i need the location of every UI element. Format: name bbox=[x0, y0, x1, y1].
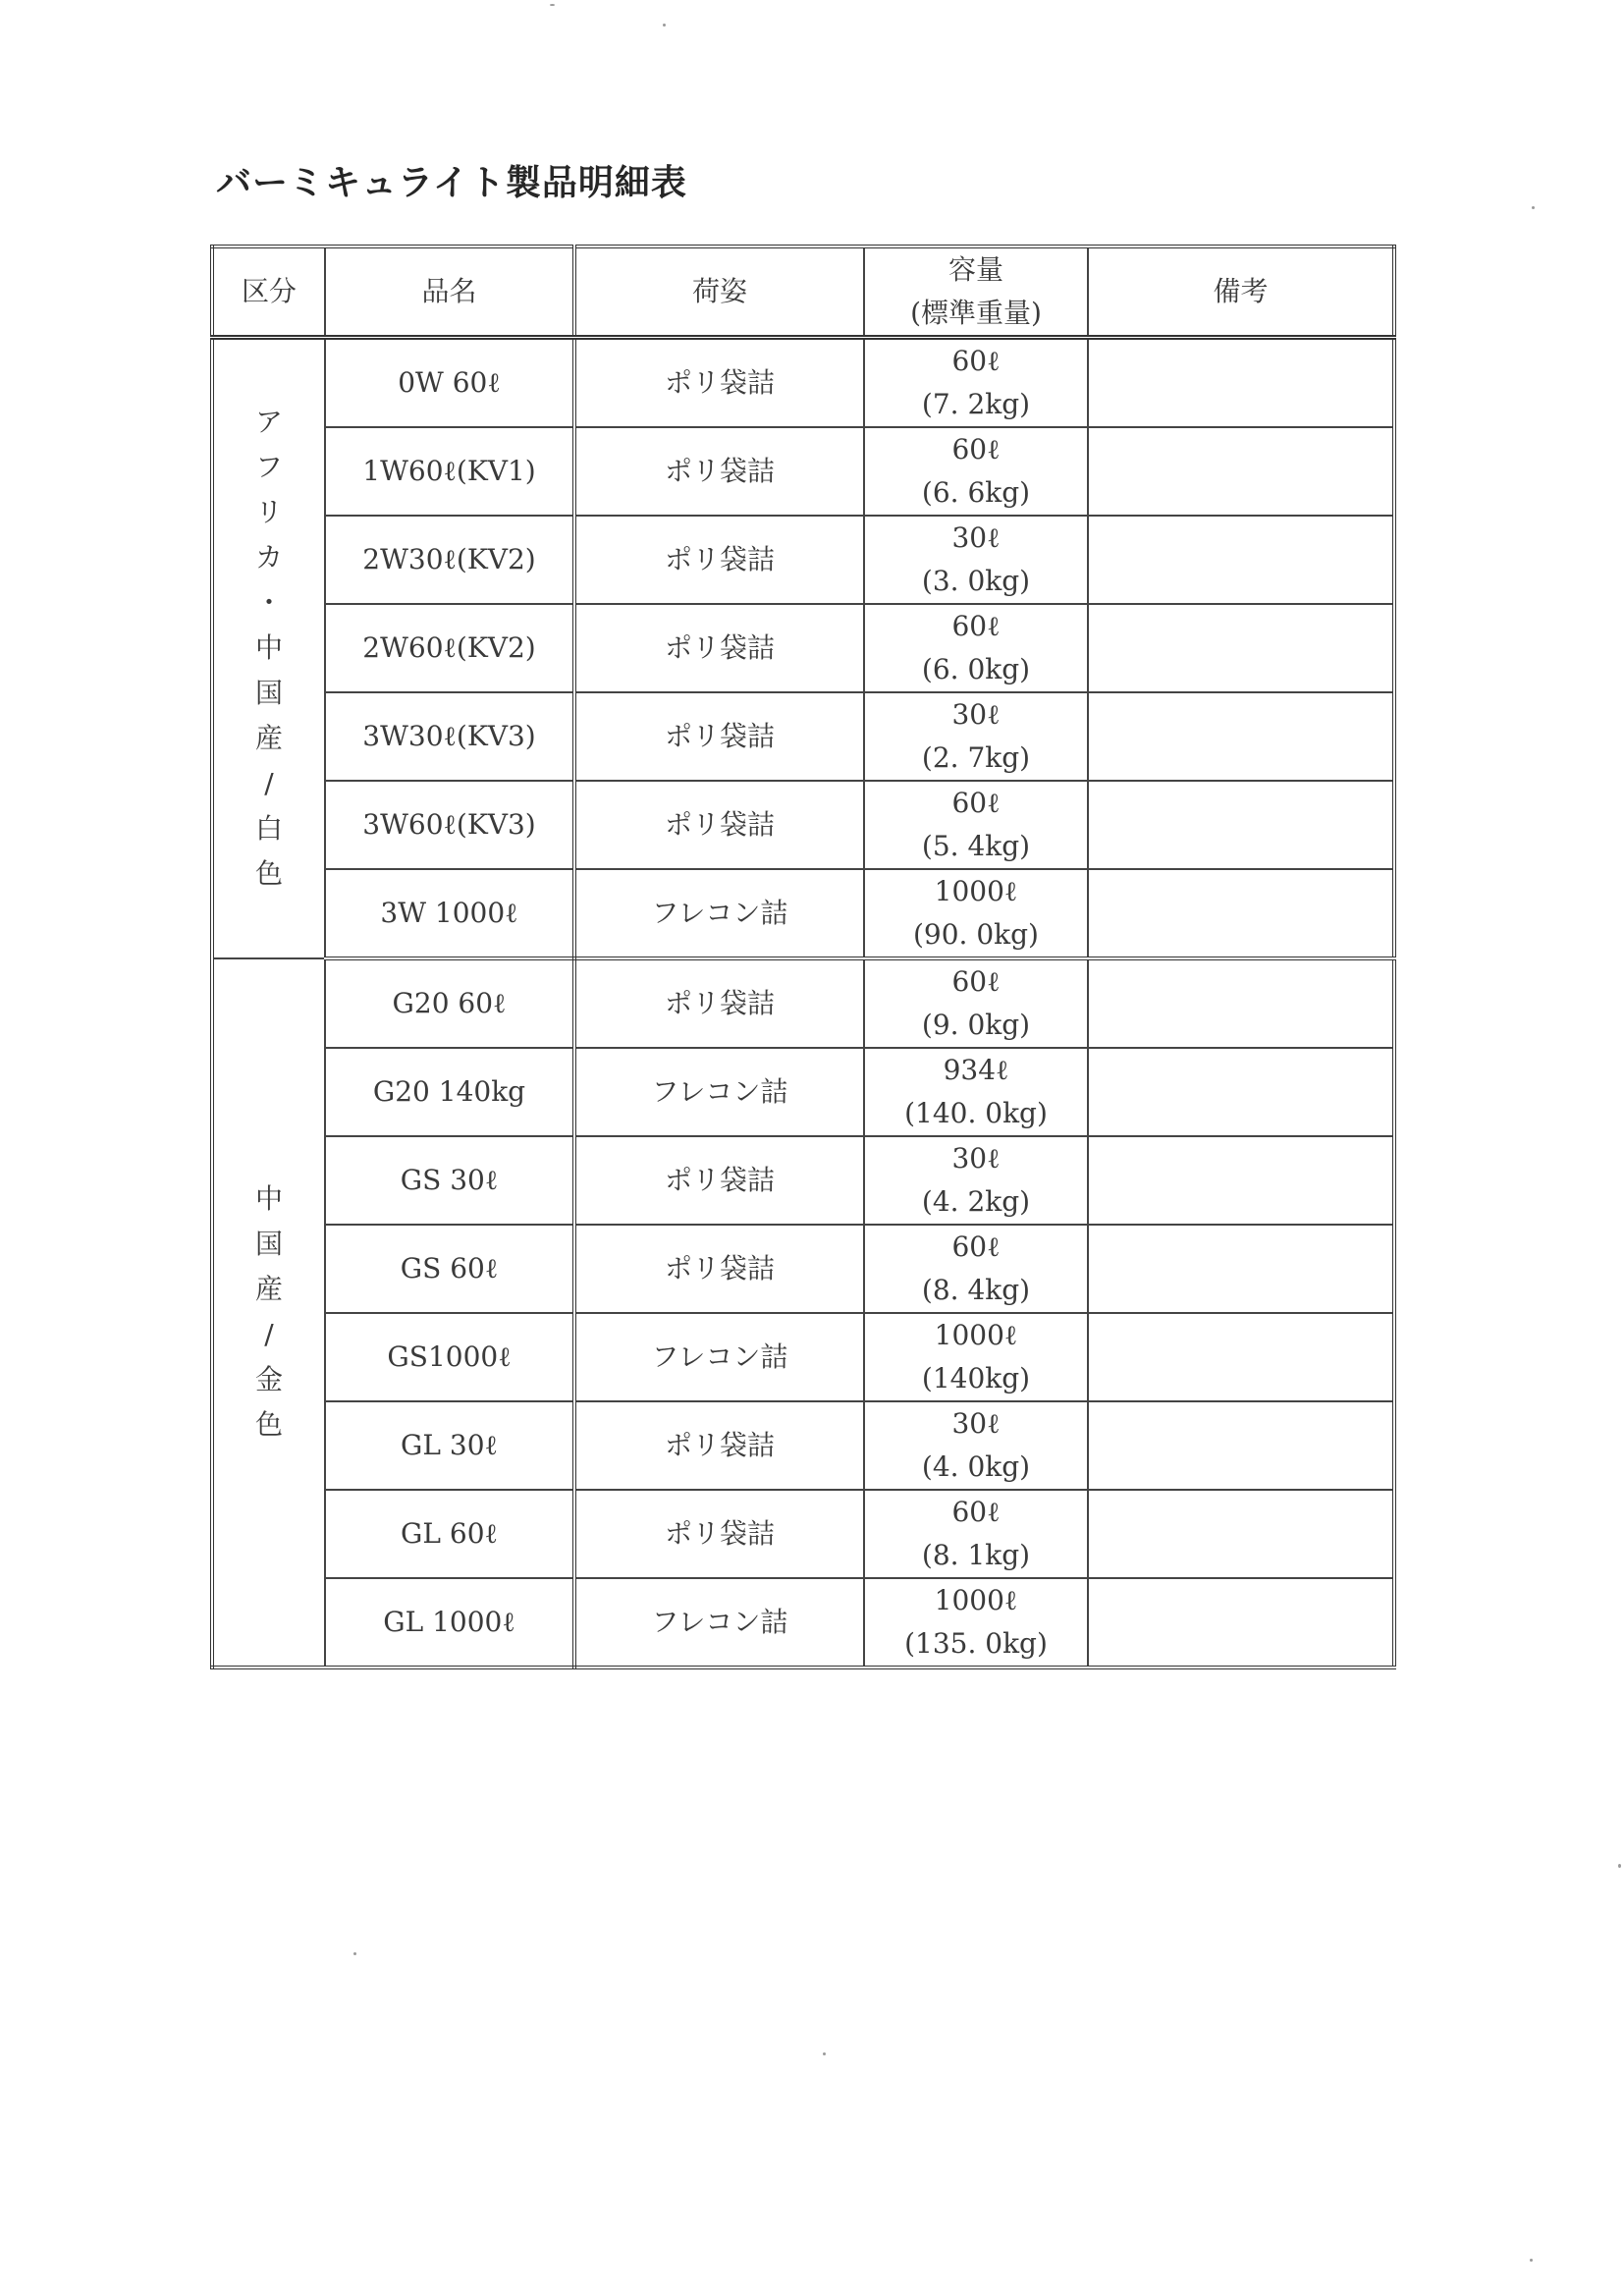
capacity-volume: 60ℓ bbox=[951, 610, 1001, 642]
capacity-cell bbox=[864, 1401, 1088, 1490]
capacity-cell bbox=[864, 1578, 1088, 1667]
product-name-cell: 3W30ℓ(KV3) bbox=[325, 692, 574, 781]
header-capacity bbox=[864, 246, 1088, 338]
remarks-cell bbox=[1088, 958, 1394, 1048]
capacity-volume: 1000ℓ bbox=[934, 875, 1018, 907]
capacity-weight: (90. 0kg) bbox=[913, 918, 1039, 951]
packaging-cell: ポリ袋詰 bbox=[574, 958, 864, 1048]
division-label bbox=[249, 401, 289, 898]
remarks-cell bbox=[1088, 1225, 1394, 1313]
product-name-cell: GS 30ℓ bbox=[325, 1136, 574, 1225]
division-char: 産 bbox=[254, 1272, 283, 1305]
table-row bbox=[212, 692, 1394, 781]
header-capacity-line1: 容量 bbox=[947, 253, 1003, 286]
remarks-cell bbox=[1088, 1313, 1394, 1401]
packaging-cell: ポリ袋詰 bbox=[574, 604, 864, 692]
packaging-cell: ポリ袋詰 bbox=[574, 781, 864, 869]
remarks-cell bbox=[1088, 1401, 1394, 1490]
packaging-cell: ポリ袋詰 bbox=[574, 692, 864, 781]
capacity-cell bbox=[864, 958, 1088, 1048]
table-row bbox=[212, 869, 1394, 958]
header-capacity-line2: (標準重量) bbox=[910, 297, 1042, 329]
table-row bbox=[212, 1401, 1394, 1490]
table-row bbox=[212, 338, 1394, 428]
division-label bbox=[249, 1177, 289, 1449]
division-char: / bbox=[264, 1317, 274, 1350]
capacity-volume: 30ℓ bbox=[951, 1407, 1001, 1440]
remarks-cell bbox=[1088, 1136, 1394, 1225]
capacity-weight: (4. 2kg) bbox=[921, 1185, 1031, 1218]
table-row bbox=[212, 1490, 1394, 1578]
capacity-volume: 30ℓ bbox=[951, 698, 1001, 731]
remarks-cell bbox=[1088, 338, 1394, 428]
product-name-cell: 0W 60ℓ bbox=[325, 338, 574, 428]
remarks-cell bbox=[1088, 1490, 1394, 1578]
division-char: 中 bbox=[254, 1181, 283, 1215]
capacity-weight: (6. 0kg) bbox=[921, 653, 1031, 685]
capacity-volume: 60ℓ bbox=[951, 1496, 1001, 1528]
division-char: 色 bbox=[254, 856, 283, 890]
division-char: ・ bbox=[254, 585, 283, 619]
table-row bbox=[212, 1136, 1394, 1225]
capacity-volume: 60ℓ bbox=[951, 787, 1001, 819]
page-title: バーミキュライト製品明細表 bbox=[216, 163, 687, 203]
division-char: 国 bbox=[254, 1227, 283, 1260]
table-row bbox=[212, 516, 1394, 604]
capacity-cell bbox=[864, 1225, 1088, 1313]
capacity-weight: (4. 0kg) bbox=[921, 1450, 1031, 1483]
remarks-cell bbox=[1088, 1578, 1394, 1667]
capacity-weight: (3. 0kg) bbox=[921, 565, 1031, 597]
remarks-cell bbox=[1088, 1048, 1394, 1136]
table-row bbox=[212, 604, 1394, 692]
table-row bbox=[212, 1048, 1394, 1136]
capacity-cell bbox=[864, 1313, 1088, 1401]
scan-speck bbox=[1618, 1864, 1621, 1868]
capacity-volume: 1000ℓ bbox=[934, 1584, 1018, 1616]
capacity-volume: 30ℓ bbox=[951, 521, 1001, 554]
division-char: 白 bbox=[254, 811, 283, 845]
table-body bbox=[212, 338, 1394, 1668]
product-name-cell: GL 1000ℓ bbox=[325, 1578, 574, 1667]
header-remarks: 備考 bbox=[1088, 246, 1394, 338]
remarks-cell bbox=[1088, 604, 1394, 692]
capacity-volume: 30ℓ bbox=[951, 1142, 1001, 1175]
capacity-volume: 60ℓ bbox=[951, 433, 1001, 465]
packaging-cell: ポリ袋詰 bbox=[574, 516, 864, 604]
division-char: / bbox=[264, 766, 274, 799]
packaging-cell: フレコン詰 bbox=[574, 1313, 864, 1401]
division-char: フ bbox=[254, 450, 283, 483]
capacity-cell bbox=[864, 692, 1088, 781]
division-char: カ bbox=[254, 540, 283, 574]
capacity-cell bbox=[864, 1048, 1088, 1136]
product-name-cell: 2W60ℓ(KV2) bbox=[325, 604, 574, 692]
packaging-cell: ポリ袋詰 bbox=[574, 1225, 864, 1313]
division-char: ア bbox=[254, 405, 283, 438]
scan-speck bbox=[663, 24, 666, 27]
capacity-cell bbox=[864, 427, 1088, 516]
table-row bbox=[212, 427, 1394, 516]
capacity-weight: (2. 7kg) bbox=[921, 741, 1031, 774]
capacity-weight: (6. 6kg) bbox=[921, 476, 1031, 509]
capacity-weight: (140kg) bbox=[921, 1362, 1031, 1394]
capacity-weight: (8. 4kg) bbox=[921, 1274, 1031, 1306]
division-cell bbox=[212, 338, 325, 959]
remarks-cell bbox=[1088, 781, 1394, 869]
capacity-volume: 60ℓ bbox=[951, 1230, 1001, 1263]
packaging-cell: フレコン詰 bbox=[574, 1578, 864, 1667]
capacity-cell bbox=[864, 781, 1088, 869]
product-name-cell: 3W 1000ℓ bbox=[325, 869, 574, 958]
remarks-cell bbox=[1088, 692, 1394, 781]
remarks-cell bbox=[1088, 869, 1394, 958]
capacity-cell bbox=[864, 1490, 1088, 1578]
remarks-cell bbox=[1088, 427, 1394, 516]
scan-speck bbox=[1530, 2259, 1533, 2262]
division-char: 国 bbox=[254, 676, 283, 709]
division-char: リ bbox=[254, 495, 283, 528]
packaging-cell: フレコン詰 bbox=[574, 1048, 864, 1136]
table-row bbox=[212, 958, 1394, 1048]
division-char: 中 bbox=[254, 630, 283, 664]
packaging-cell: ポリ袋詰 bbox=[574, 1136, 864, 1225]
product-name-cell: GL 30ℓ bbox=[325, 1401, 574, 1490]
capacity-weight: (5. 4kg) bbox=[921, 830, 1031, 862]
capacity-volume: 1000ℓ bbox=[934, 1319, 1018, 1351]
division-char: 産 bbox=[254, 721, 283, 754]
table-header-row bbox=[212, 246, 1394, 338]
packaging-cell: ポリ袋詰 bbox=[574, 338, 864, 428]
table-row bbox=[212, 1578, 1394, 1667]
product-name-cell: GL 60ℓ bbox=[325, 1490, 574, 1578]
scan-speck bbox=[353, 1952, 356, 1955]
capacity-cell bbox=[864, 1136, 1088, 1225]
scan-speck bbox=[550, 4, 555, 6]
division-cell bbox=[212, 958, 325, 1667]
header-product-name: 品名 bbox=[325, 246, 574, 338]
capacity-cell bbox=[864, 338, 1088, 428]
division-char: 金 bbox=[254, 1362, 283, 1395]
product-name-cell: 1W60ℓ(KV1) bbox=[325, 427, 574, 516]
packaging-cell: ポリ袋詰 bbox=[574, 427, 864, 516]
capacity-volume: 60ℓ bbox=[951, 345, 1001, 377]
product-name-cell: 2W30ℓ(KV2) bbox=[325, 516, 574, 604]
product-name-cell: G20 140kg bbox=[325, 1048, 574, 1136]
header-packaging: 荷姿 bbox=[574, 246, 864, 338]
table-row bbox=[212, 1225, 1394, 1313]
capacity-weight: (135. 0kg) bbox=[904, 1627, 1048, 1660]
capacity-volume: 60ℓ bbox=[951, 965, 1001, 998]
scan-speck bbox=[1532, 206, 1535, 209]
product-name-cell: GS 60ℓ bbox=[325, 1225, 574, 1313]
table-row bbox=[212, 781, 1394, 869]
remarks-cell bbox=[1088, 516, 1394, 604]
packaging-cell: ポリ袋詰 bbox=[574, 1490, 864, 1578]
product-spec-table bbox=[210, 245, 1396, 1669]
header-division: 区分 bbox=[212, 246, 325, 338]
product-name-cell: 3W60ℓ(KV3) bbox=[325, 781, 574, 869]
capacity-weight: (9. 0kg) bbox=[921, 1009, 1031, 1041]
capacity-cell bbox=[864, 516, 1088, 604]
table-row bbox=[212, 1313, 1394, 1401]
capacity-cell bbox=[864, 604, 1088, 692]
capacity-cell bbox=[864, 869, 1088, 958]
packaging-cell: ポリ袋詰 bbox=[574, 1401, 864, 1490]
scan-speck bbox=[823, 2052, 826, 2055]
capacity-weight: (140. 0kg) bbox=[904, 1097, 1048, 1129]
product-name-cell: GS1000ℓ bbox=[325, 1313, 574, 1401]
product-name-cell: G20 60ℓ bbox=[325, 958, 574, 1048]
packaging-cell: フレコン詰 bbox=[574, 869, 864, 958]
capacity-volume: 934ℓ bbox=[943, 1054, 1009, 1086]
product-spec-table-container bbox=[210, 245, 1392, 1669]
capacity-weight: (8. 1kg) bbox=[921, 1539, 1031, 1571]
division-char: 色 bbox=[254, 1407, 283, 1441]
capacity-weight: (7. 2kg) bbox=[921, 388, 1031, 420]
